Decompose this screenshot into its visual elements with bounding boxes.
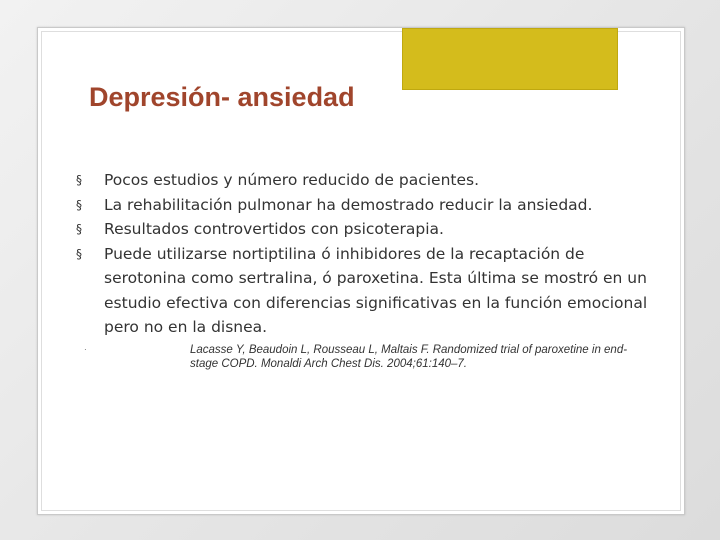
bullet-item (76, 242, 656, 340)
bullet-text: Resultados controvertidos con psicoterapia. (104, 220, 444, 238)
bullet-text: Puede utilizarse nortiptilina ó inhibidores de la recaptación de serotonina como sertralina, ó paroxetina. Esta última se mostró en un estudio efectiva con diferencias significativas en la función emocional pero no en la disnea. (104, 244, 648, 336)
bullet-marker-icon: § (76, 222, 82, 236)
bullet-marker-icon: § (76, 197, 82, 212)
bullet-list (76, 168, 656, 340)
bullet-marker-icon: § (76, 173, 82, 187)
bullet-item (76, 168, 656, 193)
bullet-item (76, 193, 656, 218)
slide-title: Depresión- ansiedad (89, 82, 355, 112)
reference-citation: Lacasse Y, Beaudoin L, Rousseau L, Maltais F. Randomized trial of paroxetine in end-stage COPD. Monaldi Arch Chest Dis. 2004;61:140–7. (190, 344, 628, 370)
bullet-item (76, 217, 656, 242)
accent-tab (402, 28, 618, 90)
bullet-text: Pocos estudios y número reducido de pacientes. (104, 171, 480, 189)
bullet-text: La rehabilitación pulmonar ha demostrado reducir la ansiedad. (104, 195, 593, 214)
bullet-marker-icon: § (76, 246, 82, 261)
reference-marker: · (84, 345, 87, 354)
